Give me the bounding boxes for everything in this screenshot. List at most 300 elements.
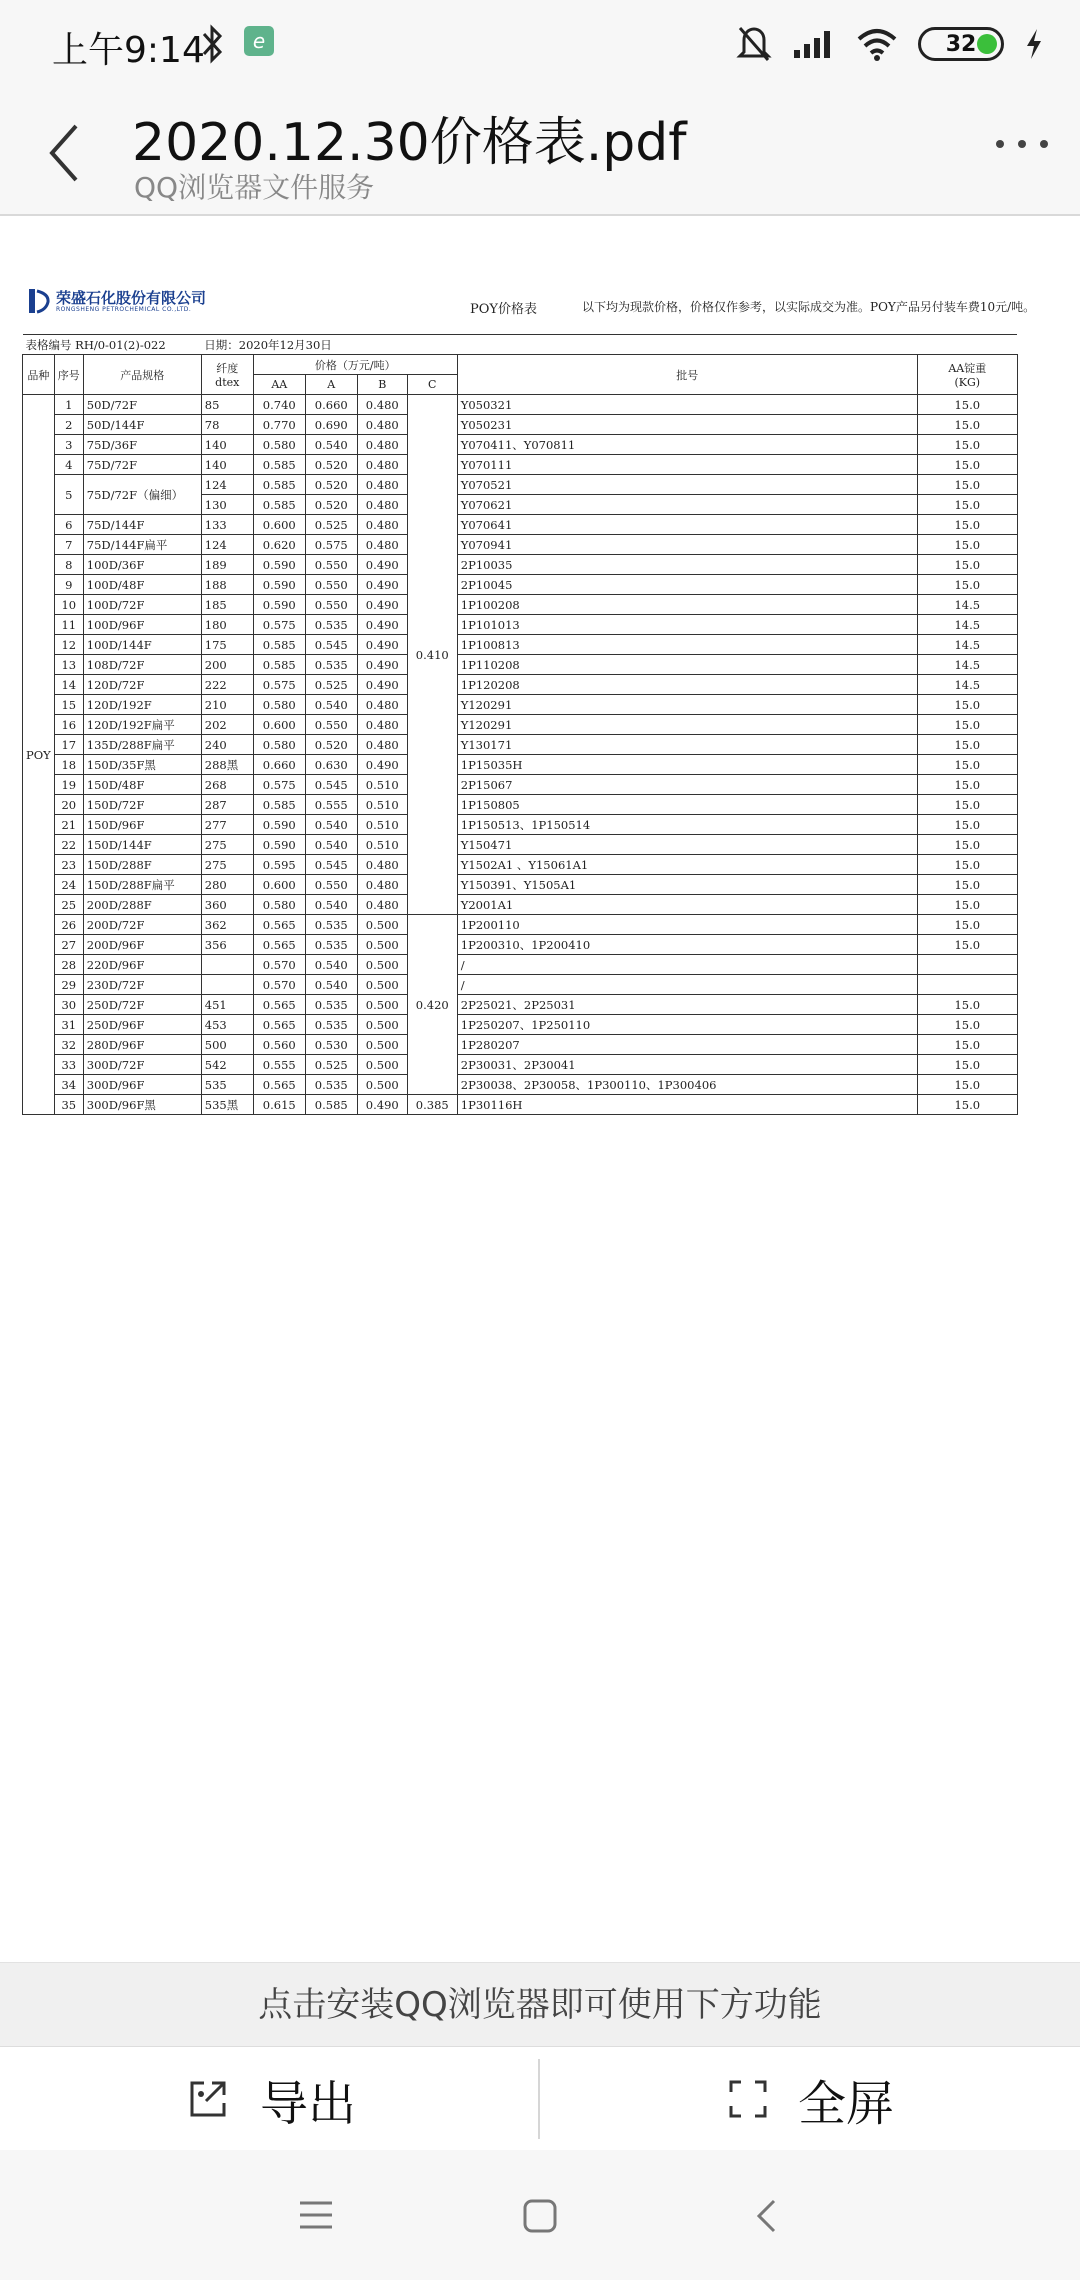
seq-cell: 30	[54, 995, 83, 1015]
price-b-cell: 0.480	[357, 455, 407, 475]
spec-cell: 150D/72F	[83, 795, 201, 815]
action-bar	[0, 2046, 1080, 2151]
price-aa-cell: 0.575	[253, 615, 305, 635]
price-a-cell: 0.660	[305, 395, 357, 415]
price-aa-cell: 0.590	[253, 595, 305, 615]
price-aa-cell: 0.575	[253, 675, 305, 695]
weight-cell	[917, 955, 1017, 975]
seq-cell: 14	[54, 675, 83, 695]
batch-cell: Y050231	[457, 415, 917, 435]
table-row	[23, 775, 1018, 795]
price-aa-cell: 0.595	[253, 855, 305, 875]
weight-cell: 15.0	[917, 475, 1017, 495]
more-options-icon[interactable]	[992, 134, 1052, 154]
dtex-cell: 535黑	[201, 1095, 253, 1115]
batch-cell: Y070641	[457, 515, 917, 535]
spec-cell: 300D/96F黑	[83, 1095, 201, 1115]
price-b-cell: 0.480	[357, 395, 407, 415]
seq-cell: 5	[54, 475, 83, 515]
seq-cell: 22	[54, 835, 83, 855]
spec-cell: 300D/72F	[83, 1055, 201, 1075]
price-note: 以下均为现款价格，价格仅作参考，以实际成交为准。POY产品另付装车费10元/吨。	[582, 300, 1036, 314]
header-a: A	[305, 375, 357, 395]
price-a-cell: 0.575	[305, 535, 357, 555]
price-a-cell: 0.550	[305, 595, 357, 615]
table-row	[23, 455, 1018, 475]
spec-cell: 120D/192F扁平	[83, 715, 201, 735]
price-b-cell: 0.480	[357, 735, 407, 755]
spec-cell: 220D/96F	[83, 955, 201, 975]
table-row	[23, 915, 1018, 935]
price-aa-cell: 0.560	[253, 1035, 305, 1055]
price-b-cell: 0.480	[357, 855, 407, 875]
batch-cell: 1P110208	[457, 655, 917, 675]
header-seq: 序号	[54, 355, 83, 395]
weight-cell: 15.0	[917, 415, 1017, 435]
seq-cell: 13	[54, 655, 83, 675]
weight-cell: 15.0	[917, 755, 1017, 775]
header-weight	[917, 355, 1017, 395]
batch-cell: 2P30038、2P30058、1P300110、1P300406	[457, 1075, 917, 1095]
price-a-cell: 0.535	[305, 1015, 357, 1035]
weight-cell: 14.5	[917, 595, 1017, 615]
price-aa-cell: 0.590	[253, 835, 305, 855]
price-b-cell: 0.480	[357, 895, 407, 915]
spec-cell: 100D/96F	[83, 615, 201, 635]
seq-cell: 9	[54, 575, 83, 595]
price-b-cell: 0.500	[357, 915, 407, 935]
price-a-cell: 0.585	[305, 1095, 357, 1115]
price-a-cell: 0.550	[305, 715, 357, 735]
price-b-cell: 0.490	[357, 675, 407, 695]
system-nav-bar	[0, 2150, 1080, 2280]
batch-cell: 2P10045	[457, 575, 917, 595]
price-aa-cell: 0.740	[253, 395, 305, 415]
home-icon[interactable]	[522, 2198, 558, 2234]
table-row	[23, 435, 1018, 455]
price-a-cell: 0.555	[305, 795, 357, 815]
dtex-cell: 535	[201, 1075, 253, 1095]
price-aa-cell: 0.600	[253, 875, 305, 895]
dtex-cell: 362	[201, 915, 253, 935]
seq-cell: 10	[54, 595, 83, 615]
table-row	[23, 555, 1018, 575]
company-name-en: RONGSHENG PETROCHEMICAL CO.,LTD.	[56, 305, 192, 313]
price-a-cell: 0.540	[305, 435, 357, 455]
seq-cell: 17	[54, 735, 83, 755]
price-a-cell: 0.535	[305, 995, 357, 1015]
seq-cell: 6	[54, 515, 83, 535]
fullscreen-label: 全屏	[798, 2075, 895, 2132]
seq-cell: 3	[54, 435, 83, 455]
price-c-cell: 0.385	[407, 1095, 457, 1115]
seq-cell: 32	[54, 1035, 83, 1055]
price-aa-cell: 0.590	[253, 815, 305, 835]
price-a-cell: 0.540	[305, 895, 357, 915]
price-aa-cell: 0.580	[253, 435, 305, 455]
spec-cell: 100D/144F	[83, 635, 201, 655]
seq-cell: 16	[54, 715, 83, 735]
price-b-cell: 0.510	[357, 775, 407, 795]
weight-cell: 15.0	[917, 795, 1017, 815]
price-b-cell: 0.480	[357, 415, 407, 435]
header-b: B	[357, 375, 407, 395]
dtex-cell: 124	[201, 535, 253, 555]
price-b-cell: 0.480	[357, 475, 407, 495]
seq-cell: 25	[54, 895, 83, 915]
weight-cell: 15.0	[917, 575, 1017, 595]
batch-cell: Y120291	[457, 715, 917, 735]
price-a-cell: 0.540	[305, 975, 357, 995]
company-name: 荣盛石化股份有限公司	[56, 288, 207, 307]
price-b-cell: 0.490	[357, 595, 407, 615]
seq-cell: 31	[54, 1015, 83, 1035]
price-a-cell: 0.550	[305, 555, 357, 575]
batch-cell: 1P100208	[457, 595, 917, 615]
seq-cell: 24	[54, 875, 83, 895]
spec-cell: 280D/96F	[83, 1035, 201, 1055]
price-b-cell: 0.480	[357, 435, 407, 455]
menu-icon[interactable]	[298, 2198, 334, 2232]
dtex-cell: 180	[201, 615, 253, 635]
price-aa-cell: 0.590	[253, 575, 305, 595]
weight-cell: 15.0	[917, 535, 1017, 555]
table-row	[23, 1055, 1018, 1075]
weight-cell: 15.0	[917, 1095, 1017, 1115]
price-b-cell: 0.480	[357, 715, 407, 735]
spec-cell: 230D/72F	[83, 975, 201, 995]
batch-cell: 2P15067	[457, 775, 917, 795]
weight-cell: 14.5	[917, 635, 1017, 655]
document-source: QQ浏览器文件服务	[134, 171, 375, 204]
price-c-cell: 0.410	[407, 395, 457, 915]
dtex-cell: 175	[201, 635, 253, 655]
table-row	[23, 835, 1018, 855]
status-time: 上午9:14	[52, 30, 205, 71]
price-aa-cell: 0.600	[253, 715, 305, 735]
price-aa-cell: 0.565	[253, 1075, 305, 1095]
weight-cell: 15.0	[917, 555, 1017, 575]
weight-cell: 15.0	[917, 715, 1017, 735]
weight-cell: 15.0	[917, 855, 1017, 875]
price-a-cell: 0.535	[305, 615, 357, 635]
spec-cell: 300D/96F	[83, 1075, 201, 1095]
seq-cell: 29	[54, 975, 83, 995]
price-aa-cell: 0.585	[253, 795, 305, 815]
spec-cell: 150D/48F	[83, 775, 201, 795]
table-row	[23, 475, 1018, 495]
signal-icon	[792, 28, 836, 60]
status-bar	[0, 0, 1080, 88]
batch-cell: 1P150805	[457, 795, 917, 815]
price-a-cell: 0.550	[305, 875, 357, 895]
price-aa-cell: 0.570	[253, 975, 305, 995]
table-row	[23, 515, 1018, 535]
batch-cell: 1P250207、1P250110	[457, 1015, 917, 1035]
price-a-cell: 0.535	[305, 1075, 357, 1095]
price-a-cell: 0.535	[305, 915, 357, 935]
header-price: 价格（万元/吨）	[253, 355, 457, 375]
table-row	[23, 1095, 1018, 1115]
price-aa-cell: 0.565	[253, 995, 305, 1015]
dtex-cell: 222	[201, 675, 253, 695]
dtex-cell: 287	[201, 795, 253, 815]
price-aa-cell: 0.770	[253, 415, 305, 435]
price-aa-cell: 0.600	[253, 515, 305, 535]
spec-cell: 120D/192F	[83, 695, 201, 715]
batch-cell: Y1502A1 、Y15061A1	[457, 855, 917, 875]
dtex-cell: 200	[201, 655, 253, 675]
dtex-cell	[201, 955, 253, 975]
charging-icon	[1024, 27, 1044, 61]
weight-cell: 15.0	[917, 1015, 1017, 1035]
spec-cell: 75D/144F	[83, 515, 201, 535]
weight-cell: 15.0	[917, 895, 1017, 915]
spec-cell: 150D/288F扁平	[83, 875, 201, 895]
batch-cell: 1P30116H	[457, 1095, 917, 1115]
table-row	[23, 675, 1018, 695]
price-a-cell: 0.540	[305, 695, 357, 715]
seq-cell: 18	[54, 755, 83, 775]
table-row	[23, 795, 1018, 815]
price-b-cell: 0.480	[357, 875, 407, 895]
price-b-cell: 0.480	[357, 535, 407, 555]
seq-cell: 33	[54, 1055, 83, 1075]
batch-cell: Y150471	[457, 835, 917, 855]
batch-cell: Y070411、Y070811	[457, 435, 917, 455]
seq-cell: 34	[54, 1075, 83, 1095]
spec-cell: 250D/96F	[83, 1015, 201, 1035]
price-a-cell: 0.520	[305, 475, 357, 495]
table-row	[23, 815, 1018, 835]
price-a-cell: 0.545	[305, 775, 357, 795]
price-aa-cell: 0.580	[253, 735, 305, 755]
batch-cell: Y150391、Y1505A1	[457, 875, 917, 895]
dtex-cell: 453	[201, 1015, 253, 1035]
weight-cell	[917, 975, 1017, 995]
weight-cell: 15.0	[917, 1075, 1017, 1095]
price-a-cell: 0.535	[305, 655, 357, 675]
action-divider	[538, 2059, 540, 2139]
dtex-cell: 542	[201, 1055, 253, 1075]
price-aa-cell: 0.585	[253, 455, 305, 475]
table-row	[23, 595, 1018, 615]
spec-cell: 108D/72F	[83, 655, 201, 675]
table-row	[23, 855, 1018, 875]
price-aa-cell: 0.660	[253, 755, 305, 775]
header-c: C	[407, 375, 457, 395]
price-a-cell: 0.545	[305, 855, 357, 875]
table-row	[23, 1015, 1018, 1035]
price-a-cell: 0.540	[305, 835, 357, 855]
batch-cell: Y120291	[457, 695, 917, 715]
price-table	[22, 334, 1018, 1115]
weight-cell: 15.0	[917, 495, 1017, 515]
price-a-cell: 0.540	[305, 955, 357, 975]
price-a-cell: 0.550	[305, 575, 357, 595]
seq-cell: 27	[54, 935, 83, 955]
price-a-cell: 0.520	[305, 735, 357, 755]
export-label: 导出	[260, 2075, 357, 2132]
header-dtex-unit: dtex	[215, 376, 240, 389]
spec-cell: 135D/288F扁平	[83, 735, 201, 755]
table-row	[23, 975, 1018, 995]
batch-cell: 1P200310、1P200410	[457, 935, 917, 955]
price-b-cell: 0.490	[357, 1095, 407, 1115]
weight-cell: 14.5	[917, 675, 1017, 695]
batch-cell: /	[457, 975, 917, 995]
table-row	[23, 755, 1018, 775]
table-row	[23, 635, 1018, 655]
price-a-cell: 0.690	[305, 415, 357, 435]
dtex-cell: 356	[201, 935, 253, 955]
dtex-cell: 451	[201, 995, 253, 1015]
battery-level: 32	[945, 31, 977, 57]
spec-cell: 100D/48F	[83, 575, 201, 595]
table-row	[23, 575, 1018, 595]
weight-cell: 15.0	[917, 995, 1017, 1015]
header-batch: 批号	[457, 355, 917, 395]
price-a-cell: 0.520	[305, 455, 357, 475]
category-cell: POY	[23, 395, 55, 1115]
price-b-cell: 0.490	[357, 655, 407, 675]
header-dtex-label: 纤度	[216, 362, 239, 375]
app-notification-icon: e	[244, 26, 274, 56]
seq-cell: 4	[54, 455, 83, 475]
mute-bell-icon	[736, 24, 772, 64]
dtex-cell: 188	[201, 575, 253, 595]
batch-cell: 1P120208	[457, 675, 917, 695]
install-prompt[interactable]: 点击安装QQ浏览器即可使用下方功能	[0, 1962, 1080, 2047]
weight-cell: 15.0	[917, 435, 1017, 455]
price-b-cell: 0.480	[357, 495, 407, 515]
seq-cell: 8	[54, 555, 83, 575]
batch-cell: /	[457, 955, 917, 975]
back-arrow-icon[interactable]	[40, 118, 90, 188]
header-spec: 产品规格	[83, 355, 201, 395]
seq-cell: 12	[54, 635, 83, 655]
document-title: 2020.12.30价格表.pdf	[132, 113, 687, 173]
price-b-cell: 0.500	[357, 1035, 407, 1055]
batch-cell: Y070521	[457, 475, 917, 495]
dtex-cell: 140	[201, 455, 253, 475]
battery-indicator	[918, 27, 1004, 61]
batch-cell: 1P150513、1P150514	[457, 815, 917, 835]
batch-cell: 1P15035H	[457, 755, 917, 775]
batch-cell: Y2001A1	[457, 895, 917, 915]
weight-cell: 15.0	[917, 735, 1017, 755]
dtex-cell: 130	[201, 495, 253, 515]
price-a-cell: 0.525	[305, 1055, 357, 1075]
price-b-cell: 0.480	[357, 515, 407, 535]
dtex-cell: 133	[201, 515, 253, 535]
dtex-cell: 202	[201, 715, 253, 735]
seq-cell: 7	[54, 535, 83, 555]
table-row	[23, 1075, 1018, 1095]
weight-cell: 15.0	[917, 695, 1017, 715]
spec-cell: 150D/35F黑	[83, 755, 201, 775]
spec-cell: 150D/96F	[83, 815, 201, 835]
table-row	[23, 935, 1018, 955]
company-logo	[28, 288, 206, 314]
dtex-cell: 277	[201, 815, 253, 835]
fullscreen-icon	[728, 2079, 768, 2119]
table-row	[23, 655, 1018, 675]
seq-cell: 15	[54, 695, 83, 715]
table-row	[23, 895, 1018, 915]
price-aa-cell: 0.575	[253, 775, 305, 795]
table-row	[23, 395, 1018, 415]
price-aa-cell: 0.585	[253, 475, 305, 495]
nav-back-icon[interactable]	[752, 2198, 782, 2234]
seq-cell: 2	[54, 415, 83, 435]
table-row	[23, 995, 1018, 1015]
dtex-cell: 275	[201, 835, 253, 855]
fullscreen-button[interactable]	[728, 2047, 894, 2151]
header-dtex	[201, 355, 253, 395]
price-aa-cell: 0.565	[253, 935, 305, 955]
seq-cell: 23	[54, 855, 83, 875]
export-button[interactable]	[186, 2047, 356, 2151]
document-header	[0, 88, 1080, 216]
header-category: 品种	[23, 355, 55, 395]
spec-cell: 200D/288F	[83, 895, 201, 915]
seq-cell: 19	[54, 775, 83, 795]
table-date: 日期：2020年12月30日	[201, 335, 1017, 355]
spec-cell: 150D/288F	[83, 855, 201, 875]
price-aa-cell: 0.565	[253, 1015, 305, 1035]
price-a-cell: 0.525	[305, 675, 357, 695]
seq-cell: 11	[54, 615, 83, 635]
batch-cell: Y050321	[457, 395, 917, 415]
batch-cell: 1P101013	[457, 615, 917, 635]
spec-cell: 50D/72F	[83, 395, 201, 415]
price-b-cell: 0.500	[357, 955, 407, 975]
weight-cell: 15.0	[917, 395, 1017, 415]
dtex-cell: 85	[201, 395, 253, 415]
price-b-cell: 0.490	[357, 555, 407, 575]
table-row	[23, 615, 1018, 635]
price-b-cell: 0.510	[357, 835, 407, 855]
price-a-cell: 0.545	[305, 635, 357, 655]
dtex-cell: 240	[201, 735, 253, 755]
spec-cell: 120D/72F	[83, 675, 201, 695]
pdf-viewer[interactable]	[0, 216, 1080, 1961]
weight-cell: 15.0	[917, 815, 1017, 835]
spec-cell: 100D/72F	[83, 595, 201, 615]
price-aa-cell: 0.590	[253, 555, 305, 575]
batch-cell: 1P200110	[457, 915, 917, 935]
table-row	[23, 415, 1018, 435]
spec-cell: 75D/72F（偏细）	[83, 475, 201, 515]
price-b-cell: 0.510	[357, 795, 407, 815]
weight-cell: 15.0	[917, 775, 1017, 795]
spec-cell: 200D/72F	[83, 915, 201, 935]
weight-cell: 15.0	[917, 1035, 1017, 1055]
dtex-cell: 500	[201, 1035, 253, 1055]
price-b-cell: 0.500	[357, 1055, 407, 1075]
table-row	[23, 875, 1018, 895]
batch-cell: 2P25021、2P25031	[457, 995, 917, 1015]
price-a-cell: 0.630	[305, 755, 357, 775]
dtex-cell: 360	[201, 895, 253, 915]
batch-cell: Y070941	[457, 535, 917, 555]
batch-cell: 1P100813	[457, 635, 917, 655]
dtex-cell: 185	[201, 595, 253, 615]
price-c-cell: 0.420	[407, 915, 457, 1095]
spec-cell: 200D/96F	[83, 935, 201, 955]
export-icon	[186, 2077, 230, 2121]
